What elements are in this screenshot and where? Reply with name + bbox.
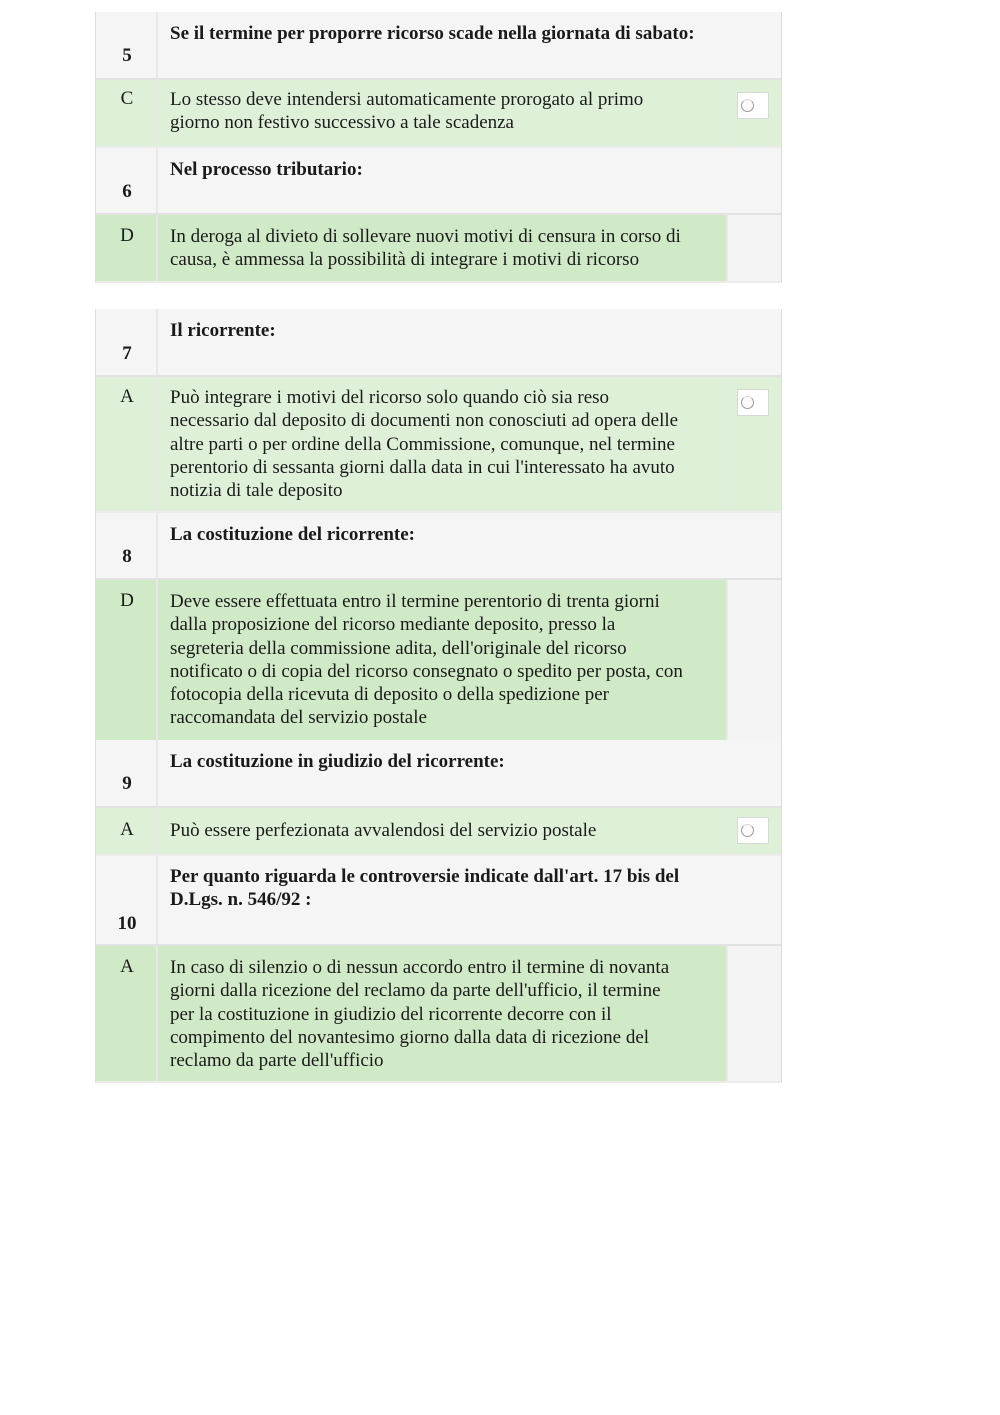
answer-option-cell: [726, 80, 781, 146]
answer-letter: A: [120, 819, 134, 840]
question-number: 6: [122, 181, 132, 202]
question-text: Il ricorrente:: [170, 320, 276, 341]
question-number: 10: [117, 913, 137, 934]
answer-letter-cell: [96, 80, 158, 146]
question-number-cell: [96, 856, 158, 944]
answer-line: In deroga al divieto di sollevare nuovi motivi di censura in corso di: [170, 226, 681, 247]
answer-letter-cell: [96, 808, 158, 854]
answer-letter-cell: [96, 580, 158, 740]
answer-text: [170, 590, 726, 730]
answer-line: per la costituzione in giudizio del ricorrente decorre con il: [170, 1003, 612, 1025]
answer-text: [170, 386, 726, 502]
answer-letter: C: [120, 88, 134, 109]
answer-letter-cell: [96, 946, 158, 1081]
question-row-5: [96, 12, 781, 80]
answer-line: giorno non festivo successivo a tale scadenza: [170, 112, 514, 134]
answer-line: giorni dalla ricezione del reclamo da parte dell'ufficio, il termine: [170, 980, 661, 1002]
radio-icon: [741, 396, 754, 409]
question-text: La costituzione del ricorrente:: [170, 524, 415, 545]
answer-letter-cell: [96, 215, 158, 281]
question-text: La costituzione in giudizio del ricorrente:: [170, 751, 505, 772]
answer-line: In caso di silenzio o di nessun accordo entro il termine di novanta: [170, 957, 670, 978]
answer-letter-cell: [96, 377, 158, 511]
question-number: 8: [122, 546, 132, 567]
answer-row-6: [96, 215, 781, 283]
answer-line: notificato o di copia del ricorso consegnato o spedito per posta, con: [170, 660, 683, 682]
answer-line: notizia di tale deposito: [170, 480, 343, 502]
question-line: Per quanto riguarda le controversie indicate dall'art. 17 bis del: [170, 866, 680, 887]
answer-radio[interactable]: [737, 92, 769, 119]
answer-letter: A: [120, 386, 134, 407]
answer-line: fotocopia della ricevuta di deposito o della spedizione per: [170, 684, 609, 706]
answer-line: Deve essere effettuata entro il termine perentorio di trenta giorni: [170, 591, 660, 612]
question-row-9: [96, 740, 781, 808]
question-number-cell: [96, 740, 158, 806]
answer-line: compimento del novantesimo giorno dalla data di ricezione del: [170, 1026, 650, 1048]
answer-text: [170, 956, 726, 1072]
question-text: [170, 865, 741, 911]
answer-letter: A: [120, 956, 134, 977]
question-number: 9: [122, 773, 132, 794]
answer-line: altre parti o per ordine della Commissione, comunque, nel termine: [170, 433, 675, 455]
answer-option-cell: [726, 808, 781, 854]
answer-text: [170, 819, 726, 842]
answer-line: necessario dal deposito di documenti non conosciuti ad opera delle: [170, 410, 679, 432]
answer-row-7: [96, 377, 781, 513]
answer-line: reclamo da parte dell'ufficio: [170, 1050, 384, 1072]
question-row-6: [96, 148, 781, 215]
question-number-cell: [96, 309, 158, 375]
answer-text: [170, 225, 726, 272]
answer-row-10: [96, 946, 781, 1083]
answer-line: Può integrare i motivi del ricorso solo quando ciò sia reso: [170, 387, 610, 408]
answer-letter: D: [120, 590, 134, 611]
answer-line: Lo stesso deve intendersi automaticamente prorogato al primo: [170, 89, 644, 110]
answer-option-cell: [726, 580, 781, 740]
answer-option-cell: [726, 377, 781, 511]
answer-line: perentorio di sessanta giorni dalla data in cui l'interessato ha avuto: [170, 456, 675, 478]
answer-text: [170, 88, 726, 135]
question-row-7: [96, 309, 781, 377]
question-number: 7: [122, 343, 132, 364]
question-number-cell: [96, 513, 158, 578]
answer-row-8: [96, 580, 781, 740]
answer-line: raccomandata del servizio postale: [170, 707, 427, 729]
radio-icon: [741, 99, 754, 112]
answer-line: Può essere perfezionata avvalendosi del servizio postale: [170, 820, 597, 841]
answer-line: segreteria della commissione adita, dell'originale del ricorso: [170, 637, 627, 659]
question-text: Se il termine per proporre ricorso scade nella giornata di sabato:: [170, 23, 695, 44]
question-number: 5: [122, 45, 132, 66]
question-text: Nel processo tributario:: [170, 159, 363, 180]
radio-icon: [741, 824, 754, 837]
question-number-cell: [96, 12, 158, 78]
answer-row-5: [96, 80, 781, 148]
answer-row-9: [96, 808, 781, 856]
answer-letter: D: [120, 225, 134, 246]
question-number-cell: [96, 148, 158, 213]
question-line: D.Lgs. n. 546/92 :: [170, 889, 312, 910]
answer-radio[interactable]: [737, 817, 769, 844]
answer-option-cell: [726, 946, 781, 1081]
question-row-8: [96, 513, 781, 580]
question-block-2: [95, 309, 782, 1083]
answer-option-cell: [726, 215, 781, 281]
answer-radio[interactable]: [737, 389, 769, 416]
answer-line: causa, è ammessa la possibilità di integrare i motivi di ricorso: [170, 249, 640, 271]
answer-line: dalla proposizione del ricorso mediante deposito, presso la: [170, 614, 616, 636]
question-row-10: [96, 856, 781, 946]
question-block-1: [95, 12, 782, 283]
